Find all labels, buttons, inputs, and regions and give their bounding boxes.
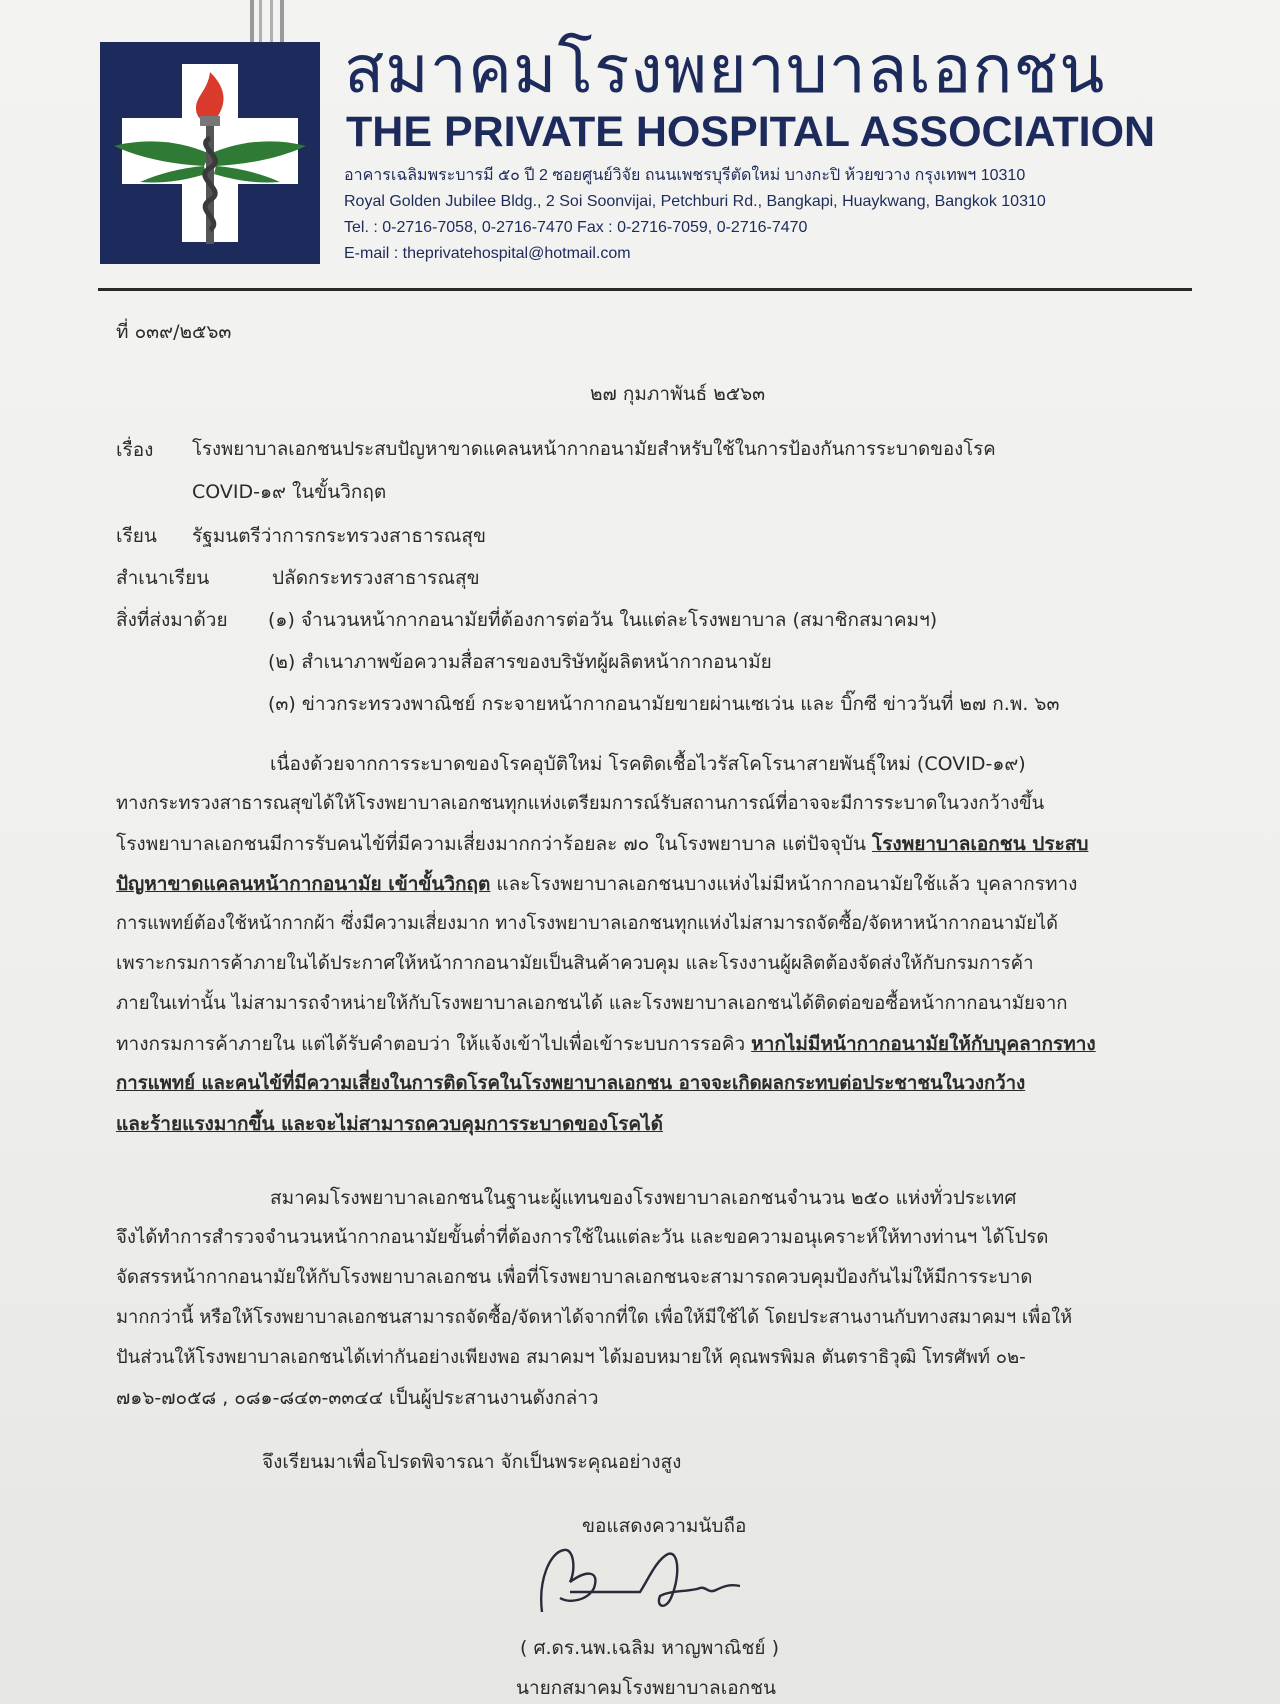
signer-title: นายกสมาคมโรงพยาบาลเอกชน	[516, 1677, 776, 1699]
emphasis-text: หากไม่มีหน้ากากอนามัยให้กับบุคลากรทาง	[751, 1033, 1096, 1055]
paragraph-1-line	[116, 870, 1077, 898]
signer-name: ( ศ.ดร.นพ.เฉลิม หาญพาณิชย์ )	[520, 1637, 780, 1659]
recipient: รัฐมนตรีว่าการกระทรวงสาธารณสุข	[192, 525, 486, 547]
address-thai: อาคารเฉลิมพระบารมี ๕๐ ปี 2 ซอยศูนย์วิจัย ถนนเพชรบุรีตัดใหม่ บางกะปิ ห้วยขวาง กรุงเทพฯ 10310	[344, 167, 1026, 184]
handwritten-signature	[530, 1540, 760, 1620]
enclosure-item: (๓) ข่าวกระทรวงพาณิชย์ กระจายหน้ากากอนามัยขายผ่านเซเว่น และ บิ๊กซี ข่าววันที่ ๒๗ ก.พ. ๖๓	[268, 693, 1060, 715]
org-name-thai: สมาคมโรงพยาบาลเอกชน	[344, 31, 1106, 108]
emphasis-text: โรงพยาบาลเอกชน ประสบ	[872, 833, 1089, 855]
paragraph-1-line: ภายในเท่านั้น ไม่สามารถจำหน่ายให้กับโรงพยาบาลเอกชนได้ และโรงพยาบาลเอกชนได้ติดต่อขอซื้อหน้ากากอนามัยจาก	[116, 993, 1068, 1014]
enclosure-item: (๑) จำนวนหน้ากากอนามัยที่ต้องการต่อวัน ในแต่ละโรงพยาบาล (สมาชิกสมาคมฯ)	[268, 609, 938, 631]
closing-sentence: จึงเรียนมาเพื่อโปรดพิจารณา จักเป็นพระคุณอย่างสูง	[262, 1451, 682, 1473]
recipient-label: เรียน	[116, 525, 157, 547]
address-english: Royal Golden Jubilee Bldg., 2 Soi Soonvijai, Petchburi Rd., Bangkapi, Huaykwang, Bangkok 10310	[344, 193, 1046, 210]
text-span: ทางกรมการค้าภายใน แต่ได้รับคำตอบว่า ให้แจ้งเข้าไปเพื่อเข้าระบบการรอคิว	[116, 1033, 752, 1055]
paragraph-1-line: เพราะกรมการค้าภายในได้ประกาศให้หน้ากากอนามัยเป็นสินค้าควบคุม และโรงงานผู้ผลิตต้องจัดส่งให้กับกรมการค้า	[116, 953, 1034, 974]
paragraph-1-line: การแพทย์ต้องใช้หน้ากากผ้า ซึ่งมีความเสี่ยงมาก ทางโรงพยาบาลเอกชนทุกแห่งไม่สามารถจัดซื้อ/จัดหาหน้ากากอนามัยได้	[116, 913, 1058, 934]
reference-number: ที่ ๐๓๙/๒๕๖๓	[116, 321, 232, 343]
cc-recipient: ปลัดกระทรวงสาธารณสุข	[272, 567, 480, 589]
paragraph-2-line: จึงได้ทำการสำรวจจำนวนหน้ากากอนามัยขั้นต่ำที่ต้องการใช้ในแต่ละวัน และขอความอนุเคราะห์ให้ทางท่านฯ ได้โปรด	[116, 1227, 1049, 1248]
subject-line-1: โรงพยาบาลเอกชนประสบปัญหาขาดแคลนหน้ากากอนามัยสำหรับใช้ในการป้องกันการระบาดของโรค	[192, 439, 996, 460]
text-span: โรงพยาบาลเอกชนมีการรับคนไข้ที่มีความเสี่ยงมากกว่าร้อยละ ๗๐ ในโรงพยาบาล แต่ปัจจุบัน	[116, 833, 873, 855]
paragraph-2-line: จัดสรรหน้ากากอนามัยให้กับโรงพยาบาลเอกชน เพื่อที่โรงพยาบาลเอกชนจะสามารถควบคุมป้องกันไม่ให้มีการระบาด	[116, 1267, 1033, 1288]
enclosure-item: (๒) สำเนาภาพข้อความสื่อสารของบริษัทผู้ผลิตหน้ากากอนามัย	[268, 651, 772, 673]
subject-label: เรื่อง	[116, 439, 154, 461]
subject-line-2: COVID-๑๙ ในขั้นวิกฤต	[192, 481, 387, 503]
paragraph-1-line	[116, 1030, 1096, 1058]
paragraph-2-line: สมาคมโรงพยาบาลเอกชนในฐานะผู้แทนของโรงพยาบาลเอกชนจำนวน ๒๕๐ แห่งทั่วประเทศ	[270, 1187, 1017, 1209]
emphasis-line: และร้ายแรงมากขึ้น และจะไม่สามารถควบคุมการระบาดของโรคได้	[116, 1113, 664, 1135]
paragraph-2-line: มากกว่านี้ หรือให้โรงพยาบาลเอกชนสามารถจัดซื้อ/จัดหาได้จากที่ใด เพื่อให้มีใช้ได้ โดยประสานงานกับทางสมาคมฯ เพื่อให้	[116, 1307, 1073, 1328]
caduceus-emblem-icon	[100, 42, 320, 264]
paragraph-1-line: เนื่องด้วยจากการระบาดของโรคอุบัติใหม่ โรคติดเชื้อไวรัสโคโรนาสายพันธุ์ใหม่ (COVID-๑๙)	[270, 753, 1026, 775]
emphasis-line: การแพทย์ และคนไข้ที่มีความเสี่ยงในการติดโรคในโรงพยาบาลเอกชน อาจจะเกิดผลกระทบต่อประชาชนในวงกว้าง	[116, 1073, 1026, 1094]
regards: ขอแสดงความนับถือ	[582, 1515, 747, 1537]
paragraph-1-line	[116, 830, 1088, 858]
header-divider	[98, 288, 1192, 291]
emphasis-text: ปัญหาขาดแคลนหน้ากากอนามัย เข้าขั้นวิกฤต	[116, 873, 491, 895]
phone-fax: Tel. : 0-2716-7058, 0-2716-7470 Fax : 0-2716-7059, 0-2716-7470	[344, 219, 808, 236]
paragraph-1-line: ทางกระทรวงสาธารณสุขได้ให้โรงพยาบาลเอกชนทุกแห่งเตรียมการณ์รับสถานการณ์ที่อาจจะมีการระบาดในวงกว้างขึ้น	[116, 793, 1045, 814]
email-address: E-mail : theprivatehospital@hotmail.com	[344, 245, 631, 262]
cc-label: สำเนาเรียน	[116, 567, 210, 589]
paragraph-2-line: ๗๑๖-๗๐๕๘ , ๐๘๑-๘๔๓-๓๓๔๔ เป็นผู้ประสานงานดังกล่าว	[116, 1387, 599, 1409]
letter-date: ๒๗ กุมภาพันธ์ ๒๕๖๓	[590, 383, 766, 405]
paragraph-2-line: ปันส่วนให้โรงพยาบาลเอกชนได้เท่ากันอย่างเพียงพอ สมาคมฯ ได้มอบหมายให้ คุณพรพิมล ตันตราธิวุฒิ โทรศัพท์ ๐๒-	[116, 1347, 1026, 1368]
text-span: และโรงพยาบาลเอกชนบางแห่งไม่มีหน้ากากอนามัยใช้แล้ว บุคลากรทาง	[490, 873, 1078, 895]
enclosures-label: สิ่งที่ส่งมาด้วย	[116, 609, 228, 631]
org-name-english: THE PRIVATE HOSPITAL ASSOCIATION	[346, 108, 1156, 156]
association-logo	[100, 42, 320, 264]
